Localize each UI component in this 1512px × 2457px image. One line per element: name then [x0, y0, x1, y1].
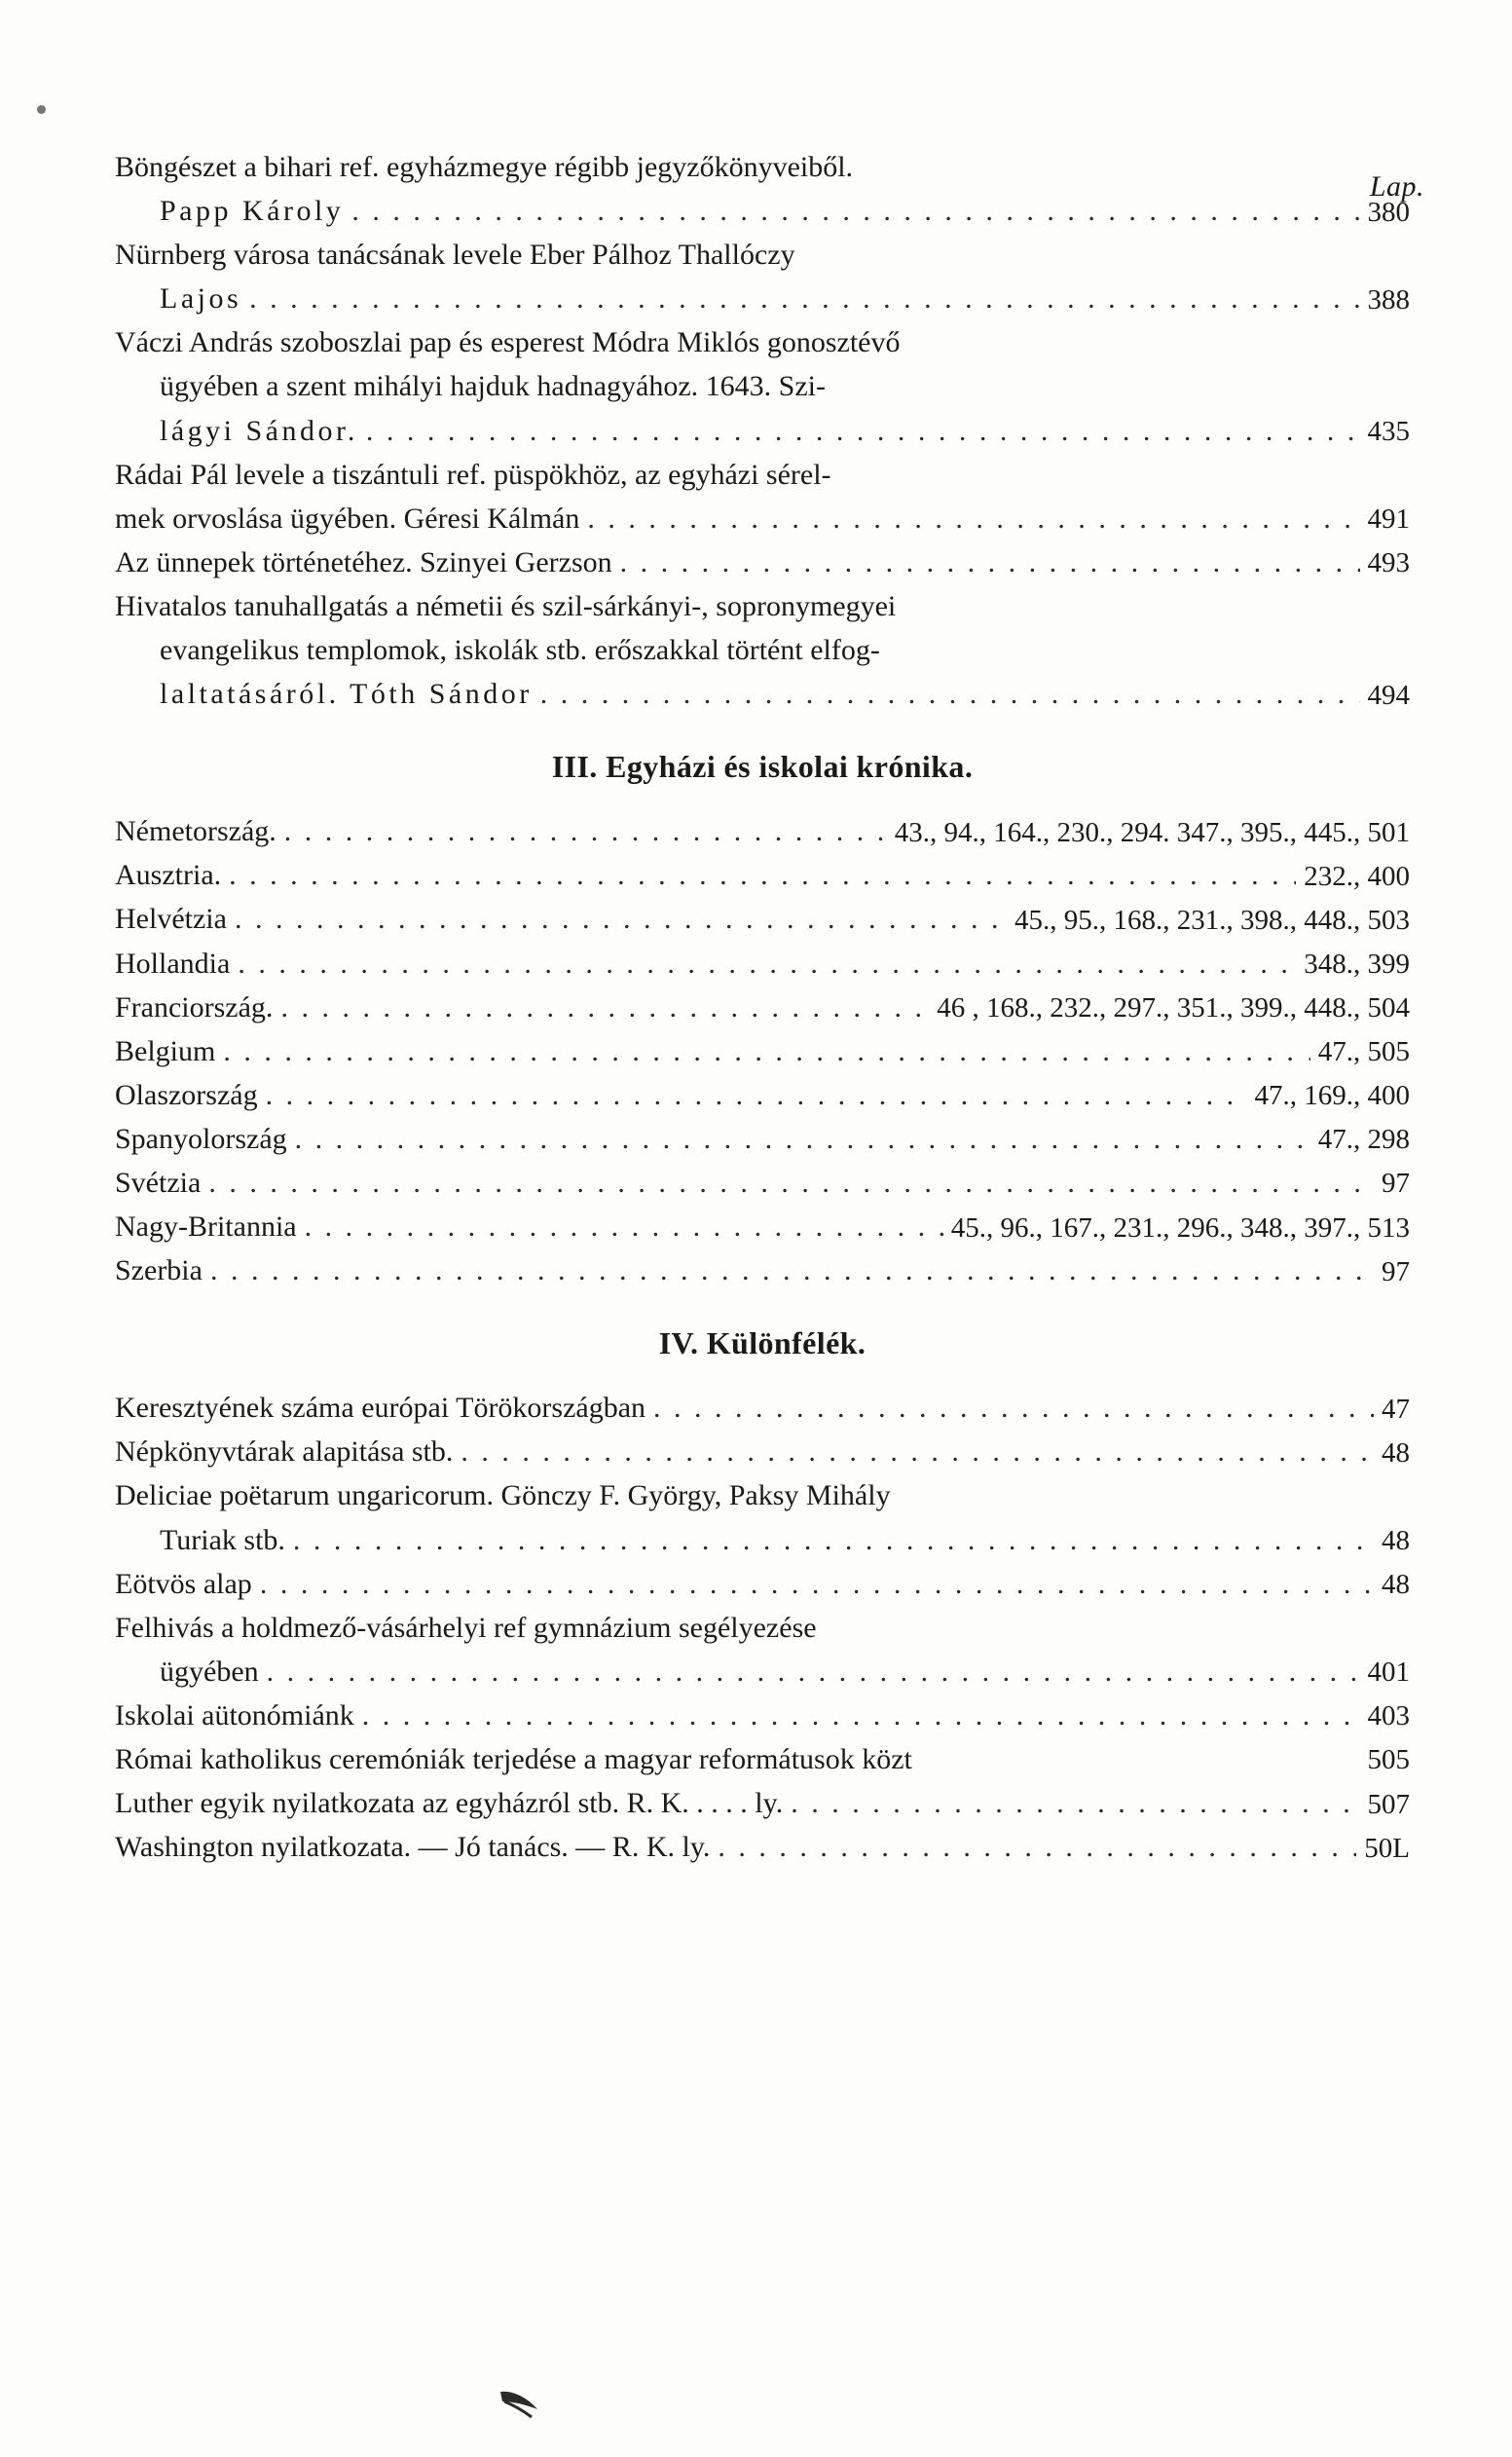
toc-entry [115, 1826, 1410, 1869]
country-label: Spanyolország [115, 1122, 287, 1155]
toc-page-number: 50L [1364, 1832, 1410, 1864]
toc-entry [115, 1431, 1410, 1473]
dot-leader [223, 1041, 1309, 1073]
page-numbers: 97 [1382, 1255, 1410, 1287]
dot-leader [920, 1749, 1360, 1781]
page-numbers: 232., 400 [1304, 860, 1410, 892]
toc-line [115, 454, 1410, 497]
country-label: Svétzia [115, 1166, 202, 1199]
toc-page-number: 507 [1367, 1788, 1410, 1820]
toc-line-text: Felhivás a holdmező-vásárhelyi ref gymnázium segélyezése [115, 1611, 817, 1644]
toc-entry [115, 1563, 1410, 1606]
dot-leader [718, 1837, 1356, 1869]
section-numeral: III. [551, 749, 598, 785]
toc-page-number: 435 [1367, 416, 1410, 448]
toc-line [115, 673, 1410, 716]
toc-page-number: 380 [1367, 196, 1410, 228]
dot-leader [362, 1705, 1360, 1737]
country-label: Ausztria. [115, 859, 222, 892]
dot-leader [208, 1173, 1374, 1205]
toc-page-number: 505 [1367, 1744, 1410, 1776]
toc-page-number: 401 [1367, 1657, 1410, 1689]
toc-line-text: Lajos [160, 282, 242, 316]
toc-line [115, 1651, 1410, 1694]
country-label: Hollandia [115, 947, 231, 980]
dot-leader [351, 201, 1359, 233]
page-numbers: 348., 399 [1304, 948, 1410, 980]
toc-line-text: Eötvös alap [115, 1567, 252, 1600]
toc-line-text: Váczi András szoboszlai pap és esperest Módra Miklós gonosztévő [115, 326, 901, 359]
page-numbers: 46 , 168., 232., 297., 351., 399., 448., 504 [937, 992, 1410, 1024]
toc-line-text: Luther egyik nyilatkozata az egyházról stb. R. K. . . . . ly. [115, 1787, 784, 1820]
chronicle-row [115, 943, 1410, 986]
dot-leader [260, 1574, 1374, 1606]
toc-line [115, 629, 1410, 672]
page-numbers: 45., 95., 168., 231., 398., 448., 503 [1014, 904, 1410, 936]
toc-line [115, 585, 1410, 628]
dot-leader [293, 1530, 1374, 1562]
dot-leader [210, 1260, 1374, 1292]
toc-entry [115, 146, 1410, 233]
toc-entry [115, 1607, 1410, 1694]
dot-leader [235, 910, 1007, 942]
chronicle-row [115, 1074, 1410, 1117]
toc-line-text: lágyi Sándor. [160, 414, 358, 447]
toc-page-number: 48 [1382, 1569, 1410, 1601]
toc-line-text: evangelikus templomok, iskolák stb. erőszakkal történt elfog- [160, 634, 880, 667]
toc-page-number: 494 [1367, 679, 1410, 711]
toc-line-text: Római katholikus ceremóniák terjedése a magyar reformátusok közt [115, 1743, 912, 1775]
toc-line [115, 365, 1410, 408]
toc-entry [115, 585, 1410, 716]
toc-page-number: 48 [1382, 1436, 1410, 1469]
dot-leader [295, 1129, 1310, 1161]
page-numbers: 97 [1382, 1168, 1410, 1200]
section-title: Különfélék. [706, 1325, 867, 1361]
toc-page-number: 491 [1367, 503, 1410, 536]
toc-line-text: mek orvoslása ügyében. Géresi Kálmán [115, 502, 580, 535]
toc-entry [115, 234, 1410, 320]
section-numeral: IV. [658, 1325, 699, 1361]
toc-line-text: Iskolai aütonómiánk [115, 1698, 354, 1731]
toc-line [115, 1519, 1410, 1562]
toc-entry [115, 1474, 1410, 1561]
page-bottom-ink-mark [498, 2388, 543, 2421]
toc-line [115, 410, 1410, 453]
toc-entry [115, 1694, 1410, 1737]
toc-entry [115, 1782, 1410, 1825]
toc-group-misc [115, 1387, 1410, 1869]
toc-entry [115, 541, 1410, 584]
toc-line-text: Deliciae poëtarum ungaricorum. Gönczy F. György, Paksy Mihály [115, 1479, 891, 1512]
toc-line-text: Böngészet a bihari ref. egyházmegye régibb jegyzőkönyveiből. [115, 151, 854, 183]
ink-blot-decoration [37, 105, 46, 114]
toc-line-text: ügyében a szent mihályi hajduk hadnagyához. 1643. Szi- [160, 370, 826, 403]
chronicle-row [115, 1118, 1410, 1161]
dot-leader [284, 821, 887, 853]
toc-line [115, 1474, 1410, 1517]
section-heading-iv [115, 1325, 1410, 1361]
chronicle-row [115, 1030, 1410, 1073]
dot-leader [249, 288, 1359, 320]
toc-entry [115, 1738, 1410, 1781]
page-numbers: 47., 298 [1317, 1124, 1410, 1156]
country-label: Szerbia [115, 1254, 203, 1287]
toc-line [115, 321, 1410, 364]
country-label: Helvétzia [115, 903, 227, 936]
section-heading-iii [115, 749, 1410, 785]
toc-page-number: 403 [1367, 1700, 1410, 1732]
toc-page-number: 493 [1367, 547, 1410, 579]
toc-line-text: Hivatalos tanuhallgatás a németii és szil-sárkányi-, sopronymegyei [115, 589, 897, 622]
country-label: Olaszország [115, 1078, 258, 1111]
dot-leader [653, 1397, 1374, 1430]
country-label: Németország. [115, 815, 277, 848]
chronicle-row [115, 1206, 1410, 1248]
dot-leader [791, 1793, 1359, 1825]
toc-entry [115, 321, 1410, 452]
chronicle-row [115, 1249, 1410, 1292]
toc-line-text: Nürnberg városa tanácsának levele Eber Pálhoz Thallóczy [115, 239, 795, 272]
chronicle-row [115, 987, 1410, 1029]
toc-line-text: Washington nyilatkozata. — Jó tanács. — R. K. ly. [115, 1831, 711, 1864]
dot-leader [587, 508, 1359, 540]
toc-line-text: Papp Károly [160, 195, 345, 228]
toc-page-number: 48 [1382, 1525, 1410, 1556]
toc-line-text: Turiak stb. [160, 1523, 285, 1556]
dot-leader [620, 552, 1360, 584]
toc-line [115, 234, 1410, 277]
dot-leader [267, 1661, 1360, 1694]
toc-line-text: laltatásáról. Tóth Sándor [160, 678, 533, 711]
country-label: Belgium [115, 1034, 216, 1067]
toc-line-text: Rádai Pál levele a tiszántuli ref. püspökhöz, az egyházi sérel- [115, 458, 831, 491]
dot-leader [366, 421, 1360, 453]
toc-line-text: ügyében [160, 1655, 259, 1688]
table-of-contents [115, 146, 1410, 1870]
toc-line [115, 541, 1410, 584]
chronicle-list [115, 810, 1410, 1292]
toc-line [115, 498, 1410, 540]
dot-leader [280, 997, 929, 1029]
country-label: Franciország. [115, 990, 274, 1024]
section-title: Egyházi és iskolai krónika. [606, 749, 974, 785]
toc-line-text: Az ünnepek történetéhez. Szinyei Gerzson [115, 545, 612, 578]
page-numbers: 47., 169., 400 [1254, 1080, 1410, 1112]
toc-line [115, 190, 1410, 233]
toc-entry [115, 454, 1410, 540]
toc-entry [115, 1387, 1410, 1430]
toc-line-text: Népkönyvtárak alapitása stb. [115, 1435, 454, 1469]
toc-line [115, 1607, 1410, 1650]
toc-page-number: 388 [1367, 283, 1410, 316]
chronicle-row [115, 1162, 1410, 1205]
chronicle-row [115, 854, 1410, 897]
page-numbers: 45., 96., 167., 231., 296., 348., 397., 513 [950, 1211, 1410, 1244]
chronicle-row [115, 810, 1410, 853]
toc-group-top [115, 146, 1410, 716]
country-label: Nagy-Britannia [115, 1210, 297, 1244]
chronicle-row [115, 898, 1410, 941]
dot-leader [229, 865, 1296, 897]
dot-leader [540, 684, 1360, 716]
dot-leader [266, 1085, 1247, 1117]
dot-leader [238, 953, 1296, 986]
page-numbers: 43., 94., 164., 230., 294. 347., 395., 445., 501 [894, 816, 1410, 848]
toc-page-number: 47 [1382, 1393, 1410, 1425]
page-numbers: 47., 505 [1317, 1036, 1410, 1068]
toc-line [115, 146, 1410, 189]
toc-line [115, 278, 1410, 320]
dot-leader [305, 1216, 943, 1248]
toc-line-text: Keresztyének száma európai Törökországban [115, 1392, 646, 1425]
dot-leader [461, 1441, 1374, 1473]
page-column-header: Lap. [1369, 170, 1424, 203]
